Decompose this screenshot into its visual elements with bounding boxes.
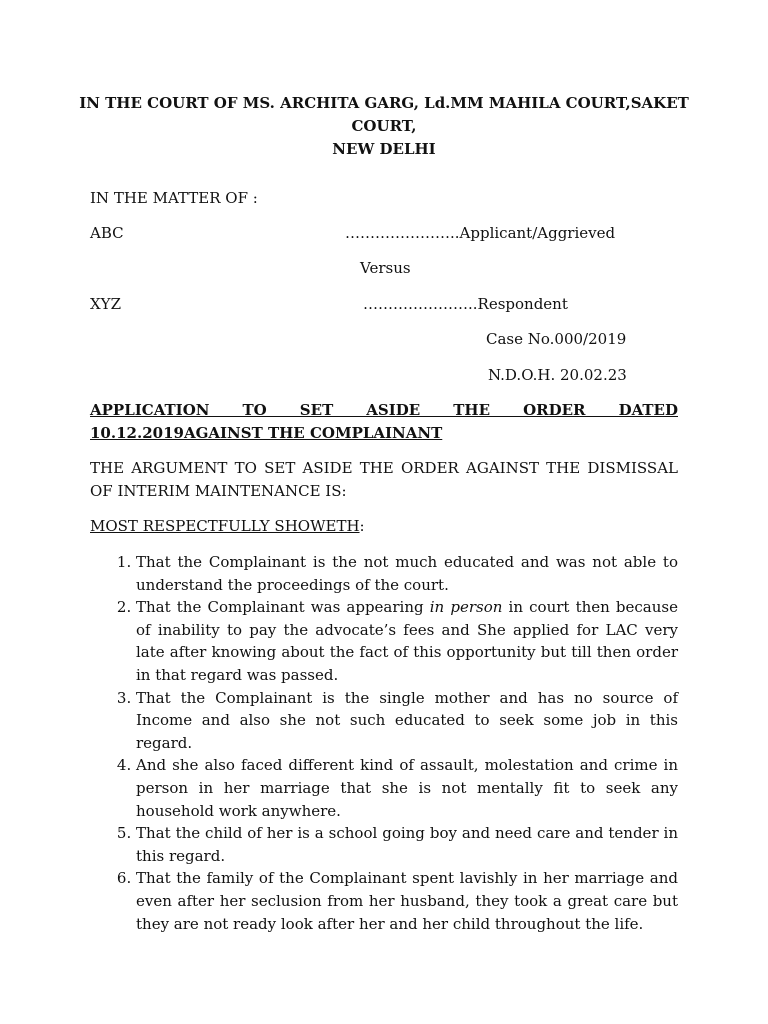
application-title: APPLICATION TO SET ASIDE THE ORDER DATED 10.12.2019AGAINST THE COMPLAINANT xyxy=(90,401,678,442)
point-5 xyxy=(136,822,678,867)
point-5-text: That the child of her is a school going boy and need care and tender in this regard. xyxy=(136,824,678,865)
point-3 xyxy=(136,687,678,755)
point-4-text: And she also faced different kind of assault, molestation and crime in person in her marriage that she is not mentally fit to seek any household work anywhere. xyxy=(136,756,678,820)
matter-intro: IN THE MATTER OF : xyxy=(90,189,258,207)
court-heading-line2: NEW DELHI xyxy=(332,140,436,158)
court-heading-line1: IN THE COURT OF MS. ARCHITA GARG, Ld.MM MAHILA COURT,SAKET COURT, xyxy=(79,94,689,135)
case-number: Case No.000/2019 xyxy=(486,330,627,348)
argument-intro: THE ARGUMENT TO SET ASIDE THE ORDER AGAINST THE DISMISSAL OF INTERIM MAINTENANCE IS: xyxy=(90,459,678,500)
next-date-of-hearing: N.D.O.H. 20.02.23 xyxy=(488,366,627,384)
point-4 xyxy=(136,754,678,822)
court-heading xyxy=(60,92,708,161)
point-6 xyxy=(136,867,678,935)
respondent-role: …………………..Respondent xyxy=(363,295,568,313)
point-2-text-after: in court then because of inability to pay the advocate’s fees and She applied for LAC very late after knowing about the fact of this opportunity but till then order in that regard was passed. xyxy=(136,598,678,684)
showeth-heading xyxy=(90,516,365,536)
applicant-name: ABC xyxy=(90,224,124,242)
point-2-italic: in person xyxy=(429,598,503,617)
versus-label: Versus xyxy=(360,259,411,277)
points-list xyxy=(90,551,678,935)
point-2 xyxy=(136,596,678,686)
respondent-name: XYZ xyxy=(90,295,122,313)
point-1 xyxy=(136,551,678,596)
showeth-colon: : xyxy=(359,517,365,535)
showeth-label: MOST RESPECTFULLY SHOWETH xyxy=(90,517,360,535)
point-2-text-before: That the Complainant was appearing xyxy=(136,598,430,617)
applicant-role: …………………..Applicant/Aggrieved xyxy=(345,224,616,242)
point-3-text: That the Complainant is the single mother and has no source of Income and also she not such educated to seek some job in this regard. xyxy=(136,688,678,752)
point-1-text: That the Complainant is the not much educated and was not able to understand the proceedings of the court. xyxy=(136,553,678,594)
point-6-text: That the family of the Complainant spent lavishly in her marriage and even after her seclusion from her husband, they took a great care but they are not ready look after her and her child throughout the life. xyxy=(136,869,678,933)
